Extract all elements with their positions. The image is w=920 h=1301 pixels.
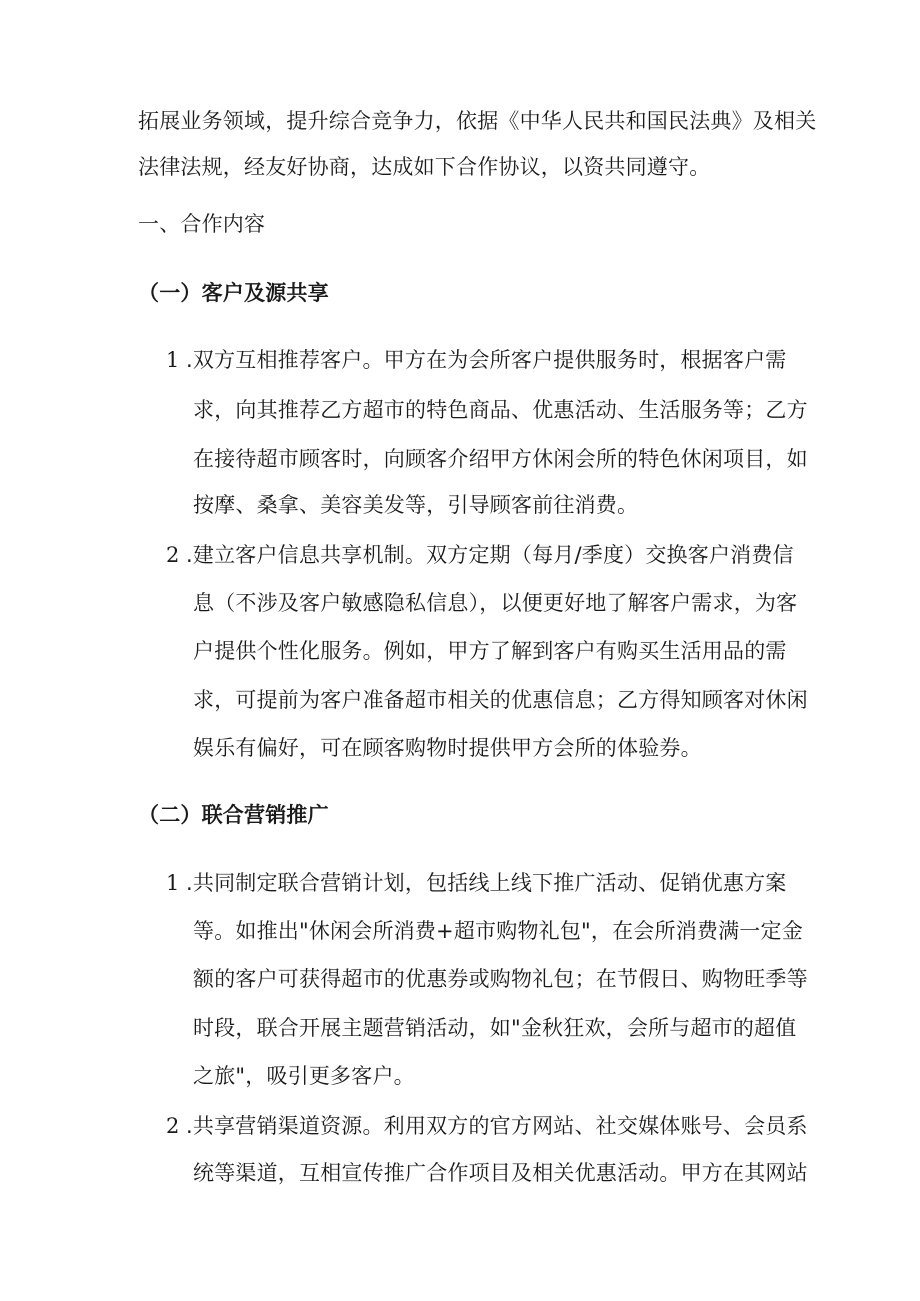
list-item-line: 户提供个性化服务。例如，甲方了解到客户有购买生活用品的需 bbox=[193, 639, 787, 663]
intro-line-1: 拓展业务领域，提升综合竞争力，依据《中华人民共和国民法典》及相关 bbox=[138, 109, 817, 133]
list-item-number: 1 bbox=[166, 348, 180, 372]
list-item-line: 求，向其推荐乙方超市的特色商品、优惠活动、生活服务等；乙方 bbox=[193, 398, 808, 422]
list-item-line: 时段，联合开展主题营销活动，如"金秋狂欢，会所与超市的超值 bbox=[193, 1016, 797, 1040]
list-item-line: 娱乐有偏好，可在顾客购物时提供甲方会所的体验券。 bbox=[193, 736, 702, 760]
intro-line-2: 法律法规，经友好协商，达成如下合作协议，以资共同遵守。 bbox=[138, 155, 711, 179]
subsection-title-1: （一）客户及源共享 bbox=[138, 281, 329, 305]
list-item-line: 在接待超市顾客时，向顾客介绍甲方休闲会所的特色休闲项目，如 bbox=[193, 447, 808, 471]
list-item-line: .建立客户信息共享机制。双方定期（每月/季度）交换客户消费信 bbox=[186, 543, 794, 567]
list-item-number: 1 bbox=[166, 871, 180, 895]
list-item-line: 求，可提前为客户准备超市相关的优惠信息；乙方得知顾客对休闲 bbox=[193, 688, 808, 712]
list-item-line: 统等渠道，互相宣传推广合作项目及相关优惠活动。甲方在其网站 bbox=[193, 1161, 808, 1185]
list-item-number: 2 bbox=[166, 543, 180, 567]
list-item-line: 等。如推出"休闲会所消费+超市购物礼包"，在会所消费满一定金 bbox=[193, 919, 803, 943]
list-item-line: 之旅"，吸引更多客户。 bbox=[193, 1064, 415, 1088]
list-item-number: 2 bbox=[166, 1114, 180, 1138]
list-item-line: .共同制定联合营销计划，包括线上线下推广活动、促销优惠方案 bbox=[186, 871, 787, 895]
list-item-line: .共享营销渠道资源。利用双方的官方网站、社交媒体账号、会员系 bbox=[186, 1114, 808, 1138]
subsection-title-2: （二）联合营销推广 bbox=[138, 803, 329, 827]
section-title: 一、合作内容 bbox=[138, 212, 266, 236]
list-item-line: .双方互相推荐客户。甲方在为会所客户提供服务时，根据客户需 bbox=[186, 348, 787, 372]
list-item-line: 额的客户可获得超市的优惠券或购物礼包；在节假日、购物旺季等 bbox=[193, 967, 808, 991]
list-item-line: 息（不涉及客户敏感隐私信息），以便更好地了解客户需求，为客 bbox=[193, 591, 798, 615]
list-item-line: 按摩、桑拿、美容美发等，引导顾客前往消费。 bbox=[193, 493, 639, 517]
